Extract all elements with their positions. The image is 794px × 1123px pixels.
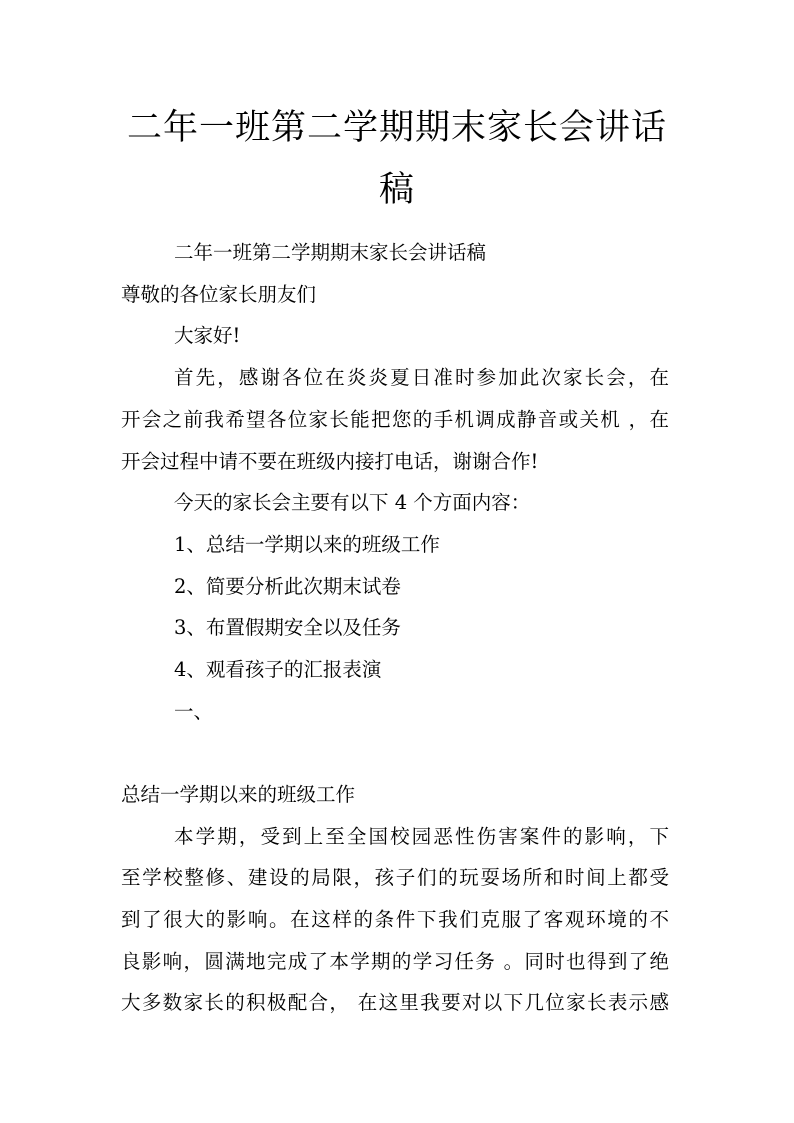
- paragraph2-line-2: 至学校整修、建设的局限，孩子们的玩耍场所和时间上都受: [121, 866, 669, 889]
- agenda-item: 4、观看孩子的汇报表演: [174, 658, 382, 681]
- document-title-line-2: 稿: [378, 170, 415, 210]
- agenda-item: 3、布置假期安全以及任务: [174, 616, 401, 639]
- salutation: 尊敬的各位家长朋友们: [121, 283, 317, 306]
- paragraph2-line-1: 本学期，受到上至全国校园恶性伤害案件的影响，下: [174, 825, 669, 848]
- paragraph2-line-4: 良影响，圆满地完成了本学期的学习任务 。同时也得到了绝: [121, 950, 669, 973]
- agenda-intro: 今天的家长会主要有以下 4 个方面内容：: [174, 491, 531, 514]
- section-marker: 一、: [174, 700, 214, 723]
- paragraph2-line-3: 到了很大的影响。在这样的条件下我们克服了客观环境的不: [121, 908, 669, 931]
- greeting: 大家好!: [174, 324, 241, 347]
- agenda-item: 1、总结一学期以来的班级工作: [174, 533, 440, 556]
- section-heading: 总结一学期以来的班级工作: [121, 783, 356, 806]
- paragraph2-line-5: 大多数家长的积极配合， 在这里我要对以下几位家长表示感: [121, 991, 669, 1014]
- paragraph1-line-3: 开会过程中请不要在班级内接打电话，谢谢合作!: [121, 450, 539, 473]
- document-title-line-1: 二年一班第二学期期末家长会讲话: [126, 108, 667, 148]
- paragraph1-line-1: 首先，感谢各位在炎炎夏日准时参加此次家长会，在: [174, 366, 669, 389]
- agenda-item: 2、简要分析此次期末试卷: [174, 575, 401, 598]
- subtitle: 二年一班第二学期期末家长会讲话稿: [174, 241, 487, 264]
- paragraph1-line-2: 开会之前我希望各位家长能把您的手机调成静音或关机 ，在: [121, 408, 669, 431]
